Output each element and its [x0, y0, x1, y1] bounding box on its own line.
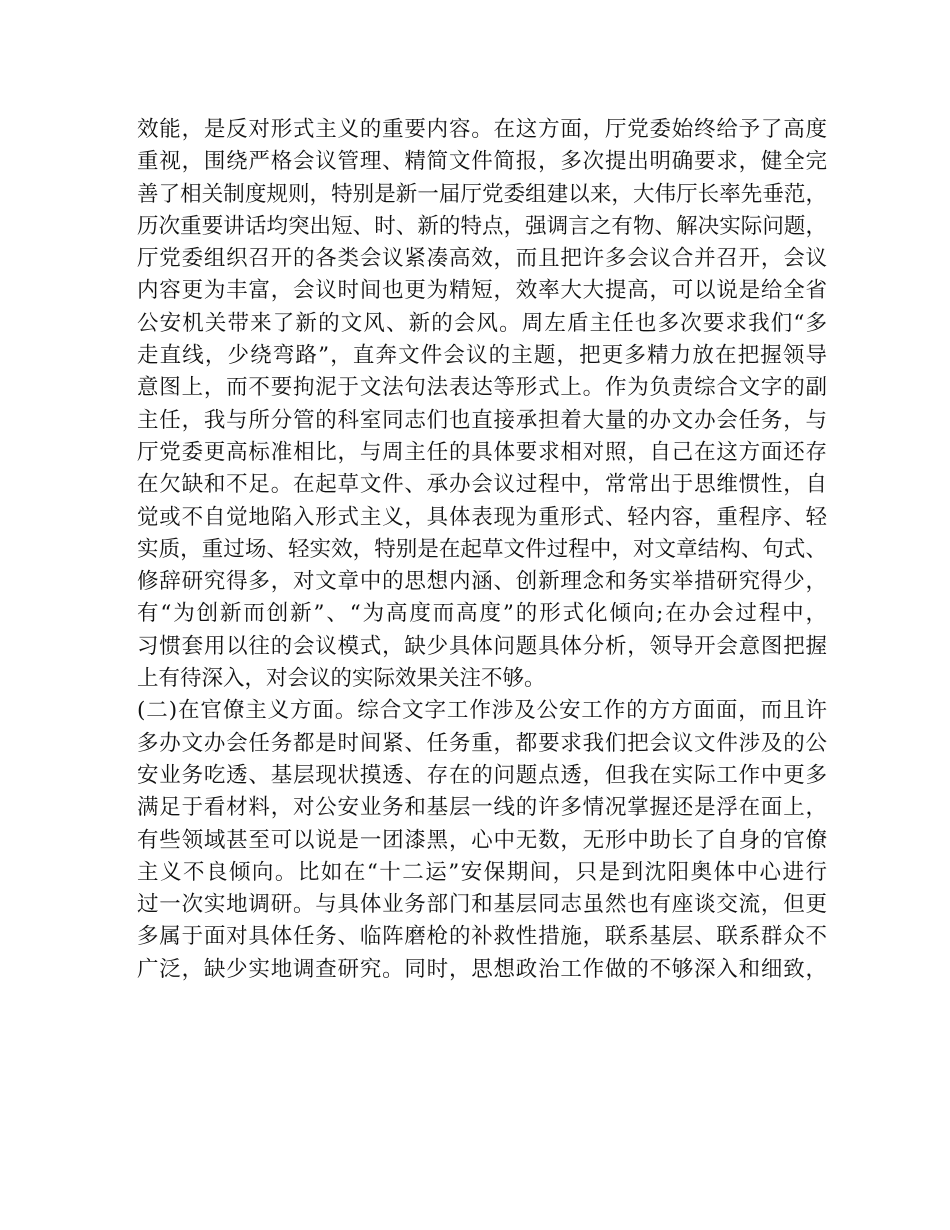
text-line: (二)在官僚主义方面。综合文字工作涉及公安工作的方方面面，而且许 — [137, 698, 827, 724]
text-line: 多办文办会任务都是时间紧、任务重，都要求我们把会议文件涉及的公 — [137, 730, 827, 756]
text-line: 上有待深入，对会议的实际效果关注不够。 — [137, 666, 546, 692]
text-line: 公安机关带来了新的文风、新的会风。周左盾主任也多次要求我们“多 — [137, 310, 827, 336]
text-line: 重视，围绕严格会议管理、精简文件简报，多次提出明确要求，健全完 — [137, 149, 827, 175]
text-line: 广泛，缺少实地调查研究。同时，思想政治工作做的不够深入和细致， — [137, 956, 827, 982]
text-line: 走直线，少绕弯路”，直奔文件会议的主题，把更多精力放在把握领导 — [137, 343, 827, 369]
text-line: 厅党委组织召开的各类会议紧凑高效，而且把许多会议合并召开，会议 — [137, 246, 827, 272]
text-line: 觉或不自觉地陷入形式主义，具体表现为重形式、轻内容，重程序、轻 — [137, 504, 827, 530]
text-line: 修辞研究得多，对文章中的思想内涵、创新理念和务实举措研究得少， — [137, 569, 827, 595]
text-line: 内容更为丰富，会议时间也更为精短，效率大大提高，可以说是给全省 — [137, 278, 827, 304]
text-line: 安业务吃透、基层现状摸透、存在的问题点透，但我在实际工作中更多 — [137, 762, 827, 788]
text-line: 主义不良倾向。比如在“十二运”安保期间，只是到沈阳奥体中心进行 — [137, 859, 827, 885]
text-line: 过一次实地调研。与具体业务部门和基层同志虽然也有座谈交流，但更 — [137, 892, 827, 918]
text-line: 多属于面对具体任务、临阵磨枪的补救性措施，联系基层、联系群众不 — [137, 924, 827, 950]
text-line: 习惯套用以往的会议模式，缺少具体问题具体分析，领导开会意图把握 — [137, 633, 827, 659]
body-text — [137, 114, 827, 986]
text-line: 效能，是反对形式主义的重要内容。在这方面，厅党委始终给予了高度 — [137, 117, 827, 142]
text-line: 有“为创新而创新”、“为高度而高度”的形式化倾向;在办会过程中， — [137, 601, 827, 627]
text-line: 历次重要讲话均突出短、时、新的特点，强调言之有物、解决实际问题， — [137, 213, 827, 239]
text-line: 在欠缺和不足。在起草文件、承办会议过程中，常常出于思维惯性，自 — [137, 472, 827, 498]
text-line: 满足于看材料，对公安业务和基层一线的许多情况掌握还是浮在面上， — [137, 795, 827, 821]
text-line: 厅党委更高标准相比，与周主任的具体要求相对照，自己在这方面还存 — [137, 439, 827, 465]
text-line: 善了相关制度规则，特别是新一届厅党委组建以来，大伟厅长率先垂范， — [137, 181, 827, 207]
text-line: 主任，我与所分管的科室同志们也直接承担着大量的办文办会任务，与 — [137, 407, 827, 433]
text-line: 实质，重过场、轻实效，特别是在起草文件过程中，对文章结构、句式、 — [137, 536, 827, 562]
text-line: 意图上，而不要拘泥于文法句法表达等形式上。作为负责综合文字的副 — [137, 375, 827, 401]
text-line: 有些领域甚至可以说是一团漆黑，心中无数，无形中助长了自身的官僚 — [137, 827, 827, 853]
